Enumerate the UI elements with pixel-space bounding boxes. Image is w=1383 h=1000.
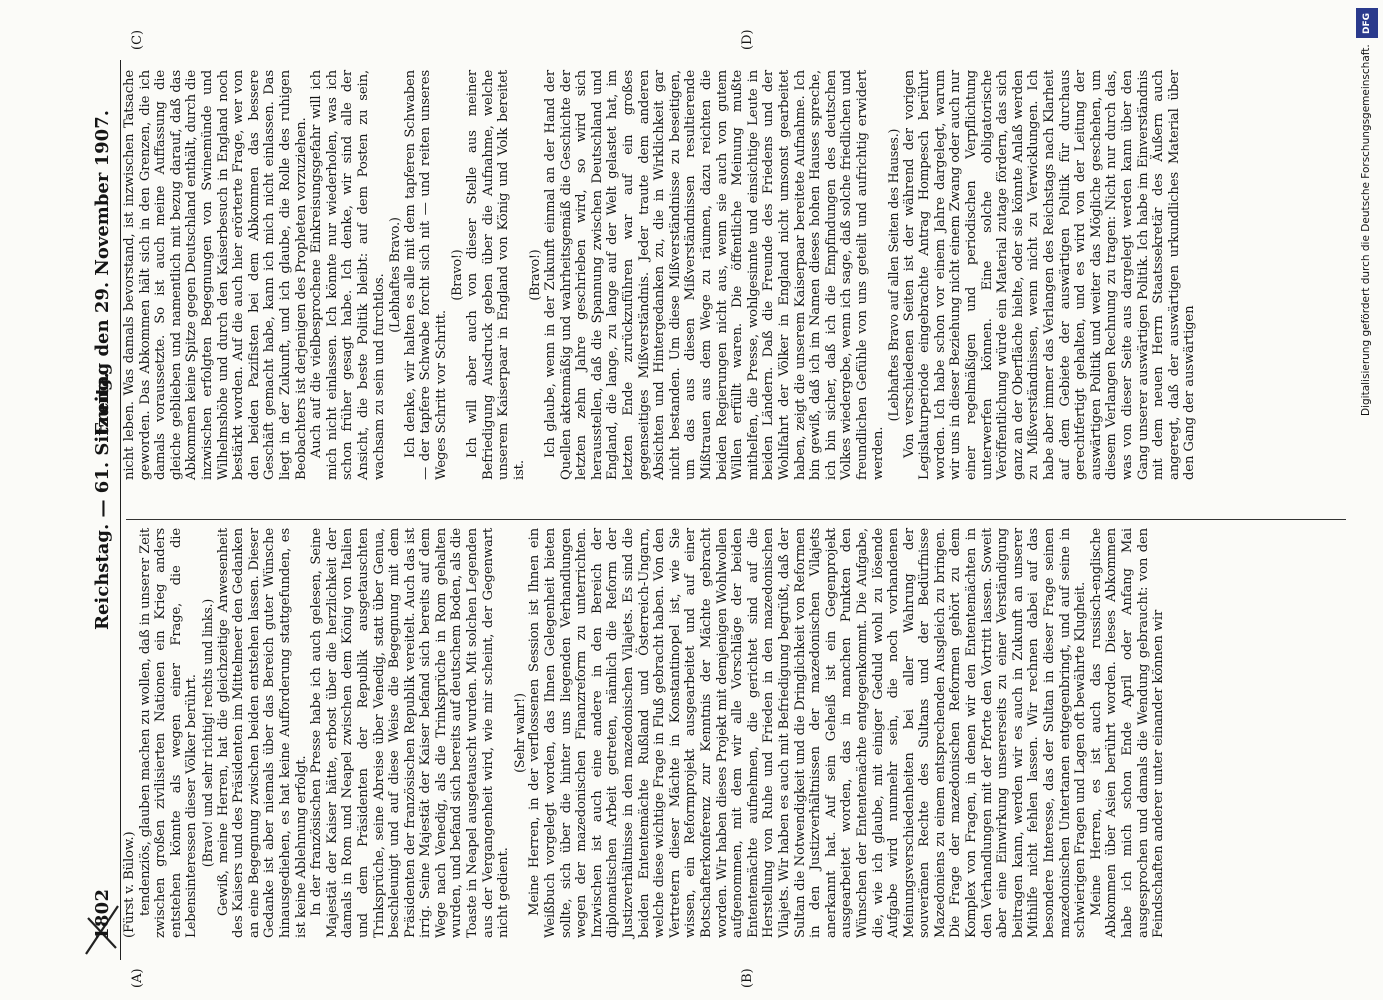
running-title: Reichstag. — 61. Sitzung.: [92, 372, 113, 630]
interjection: (Bravo!): [449, 249, 465, 301]
paragraph: Meine Herren, es ist auch das russisch-englische Abkommen über Asien berührt worden. Dieses Abkommen habe ich mich schon Ende April oder Anfang Mai ausgesprochen und damals die Wendung gebraucht: von den Feindschaften anderer unter einander können wir: [1088, 528, 1167, 938]
dfg-logo: DFG: [1356, 8, 1378, 38]
header-rule: [120, 60, 121, 960]
paragraph: Ich denke, wir halten es alle mit dem tapferen Schwaben — der tapfere Schwabe forcht sich nit — und reiten unseres Weges Schritt vor Schritt.: [402, 70, 449, 480]
paragraph: Ich glaube, wenn in der Zukunft einmal an der Hand der Quellen aktenmäßig und wahrheitsgemäß die Geschichte der letzten zehn Jahre geschrieben wird, so wird sich herausstellen, daß die Spannung zwischen Deutschland und England, die lange, zu lange auf der Welt gelastet hat, im letzten Ende zurückzuführen war auf ein großes gegenseitiges Mißverständnis. Jeder traute dem anderen Absichten und Hintergedanken zu, die in Wirklichkeit gar nicht bestanden. Um diese Mißverständnisse zu beseitigen, um das aus diesen Mißverständnissen resultierende Mißtrauen aus dem Wege zu räumen, dazu reichten die beiden Regierungen nicht aus, wenn sie auch von gutem Willen erfüllt waren. Die öffentliche Meinung mußte mithelfen, die Presse, wohlgesinnte und einsichtige Leute in beiden Ländern. Daß die Freunde des Friedens und der Wohlfahrt der Völker in England nicht umsonst gearbeitet haben, zeigt die unserem Kaiserpaar bereitete Aufnahme. Ich bin gewiß, daß ich im Namen dieses hohen Hauses spreche, ich bin sicher, daß ich die Empfindungen des deutschen Volkes wiedergebe, wenn ich sage, daß solche friedlichen und freundlichen Gefühle von uns geteilt und aufrichtig erwidert werden.: [543, 70, 886, 480]
right-column: [122, 70, 1198, 480]
paragraph: In der französischen Presse habe ich auch gelesen, Seine Majestät der Kaiser hätte, erbost über die herzlichkeit der damals in Rom und Neapel zwischen dem König von Italien und dem Präsidenten der Republik ausgetauschten Trinksprüche, seine Abreise über Venedig, statt über Genua, beschleunigt und auf diese Weise die Begegnung mit dem Präsidenten der französischen Republik vereitelt. Auch das ist irrig. Seine Majestät der Kaiser befand sich bereits auf dem Wege nach Venedig, als die Trinksprüche in Rom gehalten wurden, und befand sich bereits auf deutschem Boden, als die Toaste in Neapel ausgetauscht wurden. Mit solchen Legenden aus der Vergangenheit wird, wie mir scheint, der Gegenwart nicht gedient.: [309, 528, 512, 938]
paragraph: Ich will aber auch von dieser Stelle aus meiner Befriedigung Ausdruck geben über die Aufnahme, welche unserem Kaiserpaar in England von König und Volk bereitet ist.: [465, 70, 527, 480]
margin-letter-a: (A): [130, 968, 145, 988]
paragraph: tendenziös, glauben machen zu wollen, daß in unserer Zeit zwischen großen zivilisierten Nationen ein Krieg anders entstehen könnte als wegen einer Frage, die die Lebensinteressen dieser Völker berührt.: [137, 528, 200, 938]
interjection: (Sehr wahr!): [511, 693, 527, 773]
digitization-credit: Digitalisierung gefördert durch die Deutsche Forschungsgemeinschaft.: [1360, 44, 1372, 416]
margin-letter-d: (D): [740, 29, 755, 50]
paragraph: Meine Herren, in der verflossenen Session ist Ihnen ein Weißbuch vorgelegt worden, das Ihnen Gelegenheit bieten sollte, sich über die hinter uns liegenden Verhandlungen wegen der mazedonischen Finanzreform zu unterrichten. Inzwischen ist auch eine andere in den Bereich der diplomatischen Arbeit getreten, nämlich die Reform der Justizverhältnisse in den mazedonischen Vilajets. Es sind die beiden Ententemächte Rußland und Österreich-Ungarn, welche diese wichtige Frage in Fluß gebracht haben. Von den Vertretern dieser Mächte in Konstantinopel ist, wie Sie wissen, ein Reformprojekt ausgearbeitet und auf einer Botschafterkonferenz zur Kenntnis der Mächte gebracht worden. Wir haben dieses Projekt mit demjenigen Wohlwollen aufgenommen, mit dem wir alle Vorschläge der beiden Ententemächte aufnehmen, die gerichtet sind auf die Herstellung von Ruhe und Frieden in den mazedonischen Vilajets. Wir haben es auch mit Befriedigung begrüßt, daß der Sultan die Notwendigkeit und die Dringlichkeit von Reformen in den Justizverhältnissen der mazedonischen Vilajets anerkannt hat. Auf sein Geheiß ist ein Gegenprojekt ausgearbeitet worden, das in manchen Punkten den Wünschen der Ententemächte entgegenkommt. Die Aufgabe, die, wie ich glaube, mit einiger Geduld wohl zu lösende Aufgabe wird nunmehr sein, die noch vorhandenen Meinungsverschiedenheiten bei aller Wahrung der souveränen Rechte des Sultans und der Bedürfnisse Mazedoniens zu einem entsprechenden Ausgleich zu bringen. Die Frage der mazedonischen Reformen gehört zu dem Komplex von Fragen, in denen wir den Ententemächten in den Verhandlungen mit der Pforte den Vortritt lassen. Soweit aber eine Einwirkung unsererseits zu einer Verständigung beitragen kann, werden wir es auch in Zukunft an unserer Mithilfe nicht fehlen lassen. Wir rechnen dabei auf das besondere Interesse, das der Sultan in dieser Frage seinen mazedonischen Untertanen entgegenbringt, und auf seine in schwierigen Fragen und Lagen oft bewährte Klugheit.: [527, 528, 1089, 938]
paragraph: Auch auf die vielbesprochene Einkreisungsgefahr will ich mich nicht einlassen. Ich könnte nur wiederholen, was ich schon früher gesagt habe. Ich denke, wir sind alle der Ansicht, die beste Politik bleibt: auf dem Posten zu sein, wachsam zu sein und furchtlos.: [309, 70, 387, 480]
interjection: (Bravo!): [527, 249, 543, 301]
speaker-label: (Fürst v. Bülow.): [122, 831, 137, 938]
paragraph: nicht leben. Was damals bevorstand, ist inzwischen Tatsache geworden. Das Abkommen hält sich in den Grenzen, die ich damals voraussetzte. So ist auch meine Auffassung die gleiche geblieben und namentlich mit bezug darauf, daß das Abkommen keine Spitze gegen Deutschland enthält, durch die inzwischen erfolgten Begegnungen von Swinemünde und Wilhelmshöhe und durch den Kaiserbesuch in England noch bestärkt worden. Auf die auch hier erörterte Frage, wer von den beiden Pazifisten bei dem Abkommen das bessere Geschäft gemacht habe, kann ich mich nicht einlassen. Das liegt in der Zukunft, und ich glaube, die Rolle des ruhigen Beobachters ist derjenigen des Propheten vorzuziehen.: [122, 70, 309, 480]
paragraph: Gewiß, meine Herren, hat die gleichzeitige Anwesenheit des Kaisers und des Präsidenten im Mittelmeer den Gedanken an eine Begegnung zwischen beiden entstehen lassen. Dieser Gedanke ist aber niemals über das Bereich guter Wünsche hinausgediehen, es hat keine Aufforderung stattgefunden, es ist keine Ablehnung erfolgt.: [215, 528, 309, 938]
margin-letter-b: (B): [740, 968, 755, 988]
interjection: (Lebhaftes Bravo.): [387, 217, 403, 333]
interjection: (Bravo! und sehr richtig! rechts und links.): [199, 598, 215, 868]
margin-letter-c: (C): [130, 29, 145, 50]
interjection: (Lebhaftes Bravo auf allen Seiten des Hauses.): [886, 128, 902, 422]
session-date: Freitag den 29. November 1907.: [92, 110, 113, 436]
left-column: [122, 528, 1167, 938]
page-number: 1802: [92, 888, 113, 940]
column-divider: [126, 519, 1346, 520]
paragraph: Von verschiedenen Seiten ist der während der vorigen Legislaturperiode eingebrachte Antrag Hompesch berührt worden. Ich habe schon vor einem Jahre dargelegt, warum wir uns in dieser Beziehung nicht einem Zwang oder auch nur einer regelmäßigen und periodischen Verpflichtung unterwerfen können. Eine solche obligatorische Veröffentlichung würde ein Material zutage fördern, das sich ganz an der Oberfläche hielte, oder sie könnte Anlaß werden zu Mißverständnissen, wenn nicht zu Verwicklungen. Ich habe aber immer das Verlangen des Reichstags nach Klarheit auf dem Gebiete der auswärtigen Politik für durchaus gerechtfertigt gehalten, und es wird von der Leitung der auswärtigen Politik und weiter das Mögliche geschehen, um diesem Verlangen Rechnung zu tragen: Nicht nur durch das, was von dieser Seite aus dargelegt werden kann über den Gang unserer auswärtigen Politik. Ich habe im Einverständnis mit dem neuen Herrn Staatssekretär des Äußern auch angeregt, daß der auswärtigen urkundliches Material über den Gang der auswärtigen: [901, 70, 1198, 480]
